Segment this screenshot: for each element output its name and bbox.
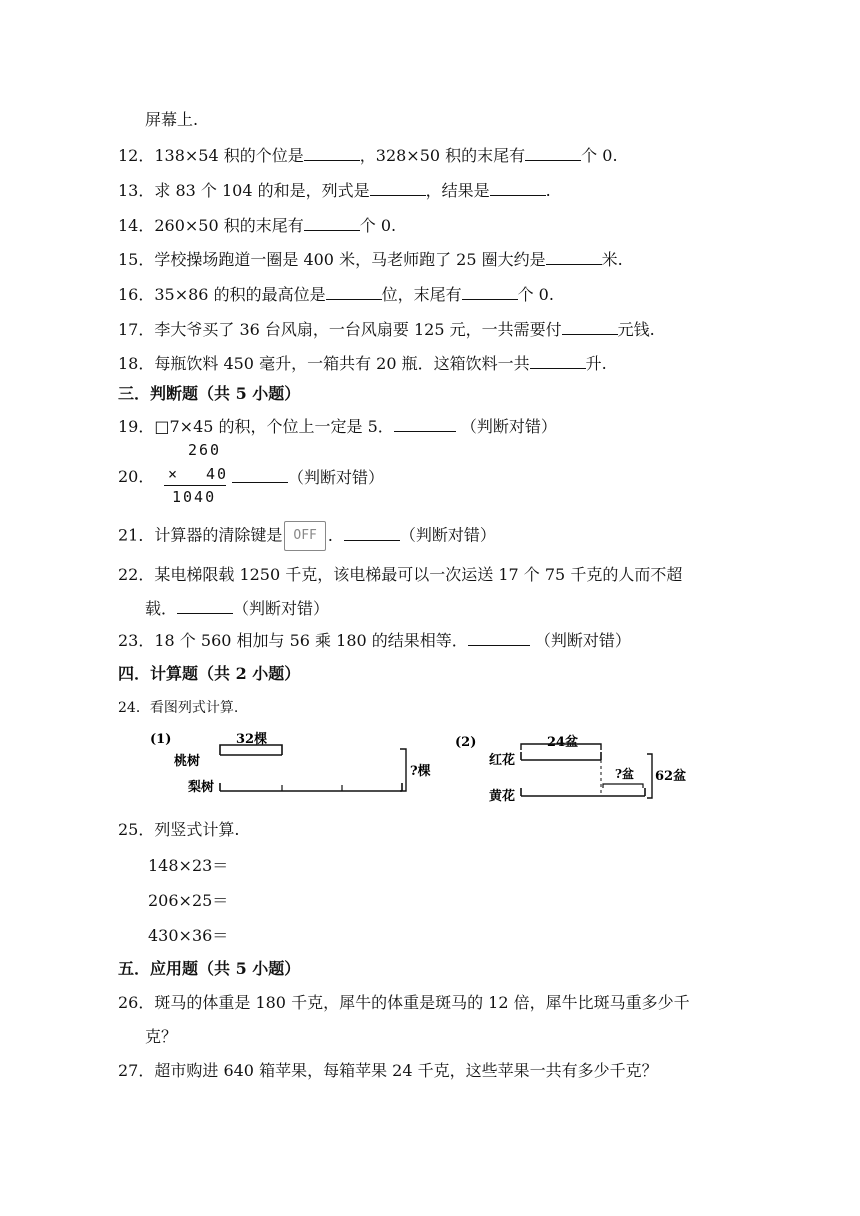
answer-blank[interactable] [177,597,233,614]
diagram1-right-label: ?棵 [410,764,431,779]
calc-item-2: 206×25＝ [148,891,229,910]
answer-blank[interactable] [394,415,456,432]
diagram2-mid-brace [603,784,643,788]
question-17: 17．李大爷买了 36 台风扇，一台风扇要 125 元，一共需要付 元钱. [118,320,655,339]
answer-blank[interactable] [546,248,602,265]
question-15: 15．学校操场跑道一圈是 400 米，马老师跑了 25 圈大约是 米. [118,250,623,269]
vcalc-result: 1040 [172,488,217,506]
question-14: 14．260×50 积的末尾有 个 0. [118,216,397,235]
diagram2-top-label: 24盆 [547,735,579,750]
question-26-line2: 克？ [145,1027,178,1046]
question-12: 12．138×54 积的个位是 ，328×50 积的末尾有 个 0. [118,146,618,165]
vcalc-mid: 40 [206,465,229,483]
diagram2-label: (2) [455,735,477,750]
answer-blank[interactable] [304,214,360,231]
diagram2-mid-label: ?盆 [615,767,635,781]
vertical-multiplication [164,441,234,511]
vcalc-line [164,485,226,486]
off-key-icon: OFF [284,521,325,551]
vcalc-operator: × [168,465,180,483]
question-27: 27．超市购进 640 箱苹果，每箱苹果 24 千克，这些苹果一共有多少千克？ [118,1061,658,1080]
section-heading-3: 三．判断题（共 5 小题） [118,384,301,403]
answer-blank[interactable] [232,466,288,483]
section-heading-5: 五．应用题（共 5 小题） [118,959,301,978]
question-24: 24．看图列式计算. [118,700,239,716]
question-13: 13．求 83 个 104 的和是，列式是 ，结果是 . [118,181,551,200]
diagram-peach-pear-trees [150,725,440,805]
question-21: 21．计算器的清除键是 OFF ． （判断对错） [118,521,496,551]
diagram1-top-label: 32棵 [236,732,268,747]
answer-blank[interactable] [326,283,382,300]
diagram2-right-brace [647,754,652,798]
answer-blank[interactable] [525,144,581,161]
answer-blank[interactable] [530,352,586,369]
answer-blank[interactable] [562,318,618,335]
calc-item-1: 148×23＝ [148,856,229,875]
question-20-tail: （判断对错） [232,466,384,489]
diagram1-row1-label: 桃树 [174,754,201,769]
answer-blank[interactable] [490,179,546,196]
question-16: 16．35×86 的积的最高位是 位，末尾有 个 0. [118,285,554,304]
diagram-red-yellow-flowers [455,728,695,808]
answer-blank[interactable] [468,629,530,646]
question-25: 25．列竖式计算. [118,820,240,839]
text-line-continuation: 屏幕上. [145,110,199,129]
diagram1-row2-label: 梨树 [188,780,215,795]
diagram2-row1-label: 红花 [489,753,516,768]
calc-item-3: 430×36＝ [148,926,229,945]
question-19: 19．□7×45 的积，个位上一定是 5． （判断对错） [118,417,557,436]
answer-blank[interactable] [370,179,426,196]
question-22-line1: 22．某电梯限载 1250 千克，该电梯最可以一次运送 17 个 75 千克的人而不超 [118,565,683,584]
question-20-number: 20． [118,467,155,486]
question-22-line2: 载． （判断对错） [145,599,330,618]
diagram2-row2-label: 黄花 [489,789,516,804]
question-23: 23．18 个 560 相加与 56 乘 180 的结果相等． （判断对错） [118,631,631,650]
diagram1-right-brace [400,749,406,791]
answer-blank[interactable] [344,524,400,541]
answer-blank[interactable] [304,144,360,161]
diagram2-right-label: 62盆 [655,769,687,784]
question-26-line1: 26．斑马的体重是 180 千克，犀牛的体重是斑马的 12 倍，犀牛比斑马重多少千 [118,993,690,1012]
section-heading-4: 四．计算题（共 2 小题） [118,664,301,683]
vcalc-top: 260 [188,441,222,459]
question-18: 18．每瓶饮料 450 毫升，一箱共有 20 瓶．这箱饮料一共 升. [118,354,607,373]
diagram1-label: (1) [150,732,172,747]
answer-blank[interactable] [462,283,518,300]
